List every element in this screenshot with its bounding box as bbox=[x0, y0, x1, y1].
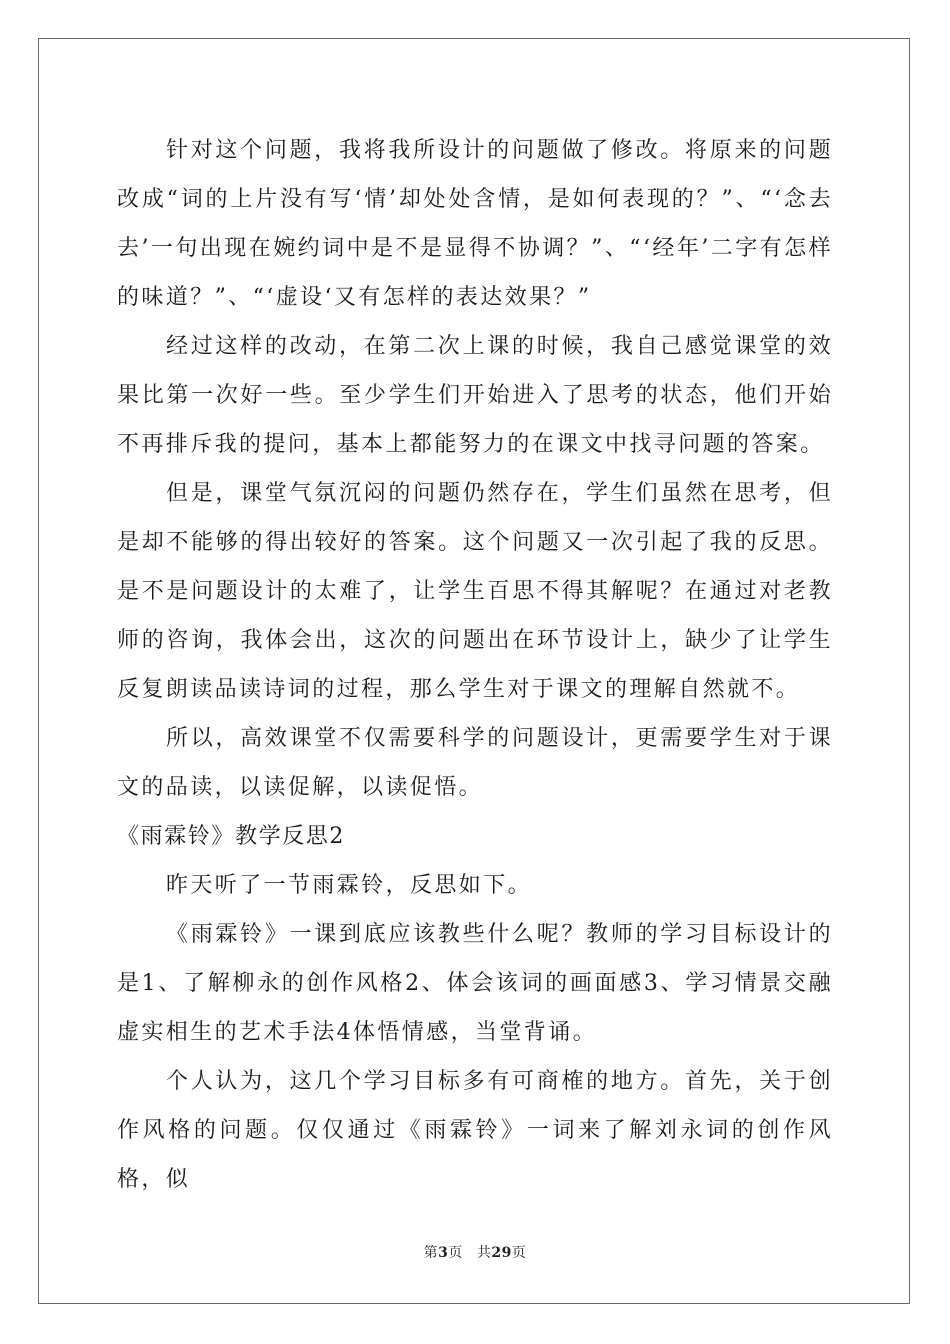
paragraph: 针对这个问题，我将我所设计的问题做了修改。将原来的问题改成“词的上片没有写‘情’却处处含情，是如何表现的？”、“‘念去去’一句出现在婉约词中是不是显得不协调？”、“‘经年’二字有怎样的味道？”、“‘虚设‘又有怎样的表达效果？” bbox=[117, 138, 833, 310]
paragraph: 所以，高效课堂不仅需要科学的问题设计，更需要学生对于课文的品读，以读促解，以读促悟。 bbox=[117, 726, 833, 800]
footer-total-prefix: 共 bbox=[476, 1245, 492, 1261]
footer-page-word: 页 bbox=[448, 1245, 463, 1261]
footer-prefix: 第 bbox=[423, 1245, 439, 1261]
paragraph: 但是，课堂气氛沉闷的问题仍然存在，学生们虽然在思考，但是却不能够的得出较好的答案。这个问题又一次引起了我的反思。是不是问题设计的太难了，让学生百思不得其解呢？在通过对老教师的咨询，我体会出，这次的问题出在环节设计上，缺少了让学生反复朗读品读诗词的过程，那么学生对于课文的理解自然就不。 bbox=[117, 481, 833, 702]
paragraph: 昨天听了一节雨霖铃，反思如下。 bbox=[166, 873, 533, 898]
section-heading: 《雨霖铃》教学反思2 bbox=[117, 824, 345, 849]
document-body bbox=[117, 126, 833, 1204]
page-footer bbox=[0, 1242, 950, 1262]
footer-total-suffix: 页 bbox=[511, 1245, 527, 1261]
paragraph: 经过这样的改动，在第二次上课的时候，我自己感觉课堂的效果比第一次好一些。至少学生们开始进入了思考的状态，他们开始不再排斥我的提问，基本上都能努力的在课文中找寻问题的答案。 bbox=[117, 334, 833, 457]
current-page-number: 3 bbox=[438, 1245, 449, 1261]
total-page-count: 29 bbox=[491, 1245, 512, 1261]
paragraph: 个人认为，这几个学习目标多有可商榷的地方。首先，关于创作风格的问题。仅仅通过《雨霖铃》一词来了解刘永词的创作风格，似 bbox=[117, 1069, 833, 1192]
paragraph: 《雨霖铃》一课到底应该教些什么呢？教师的学习目标设计的是1、了解柳永的创作风格2、体会该词的画面感3、学习情景交融虚实相生的艺术手法4体悟情感，当堂背诵。 bbox=[117, 922, 833, 1045]
